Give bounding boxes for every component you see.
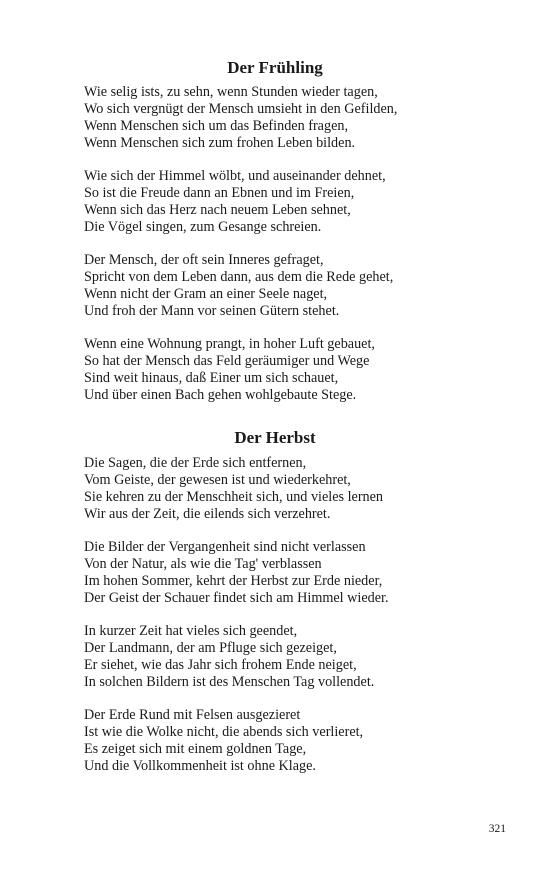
verse-line: Wenn eine Wohnung prangt, in hoher Luft gebauet, — [84, 336, 375, 352]
poem-title-der-herbst: Der Herbst — [234, 428, 316, 447]
verse-line: Die Vögel singen, zum Gesange schreien. — [84, 219, 322, 235]
verse-line: In solchen Bildern ist des Menschen Tag vollendet. — [84, 674, 375, 690]
verse-line: Und die Vollkommenheit ist ohne Klage. — [84, 758, 316, 774]
verse-line: Der Mensch, der oft sein Inneres gefraget, — [84, 252, 324, 268]
verse-line: Wo sich vergnügt der Mensch umsieht in den Gefilden, — [84, 101, 398, 117]
verse-line: So hat der Mensch das Feld geräumiger und Wege — [84, 353, 370, 369]
verse-line: In kurzer Zeit hat vieles sich geendet, — [84, 623, 298, 639]
verse-line: Wie sich der Himmel wölbt, und auseinander dehnet, — [84, 168, 386, 184]
verse-line: Im hohen Sommer, kehrt der Herbst zur Erde nieder, — [84, 573, 383, 589]
stanza — [84, 336, 514, 404]
verse-line: Der Landmann, der am Pfluge sich gezeiget, — [84, 640, 337, 656]
verse-line: Wenn nicht der Gram an einer Seele naget, — [84, 286, 328, 302]
page-number: 321 — [488, 823, 506, 835]
verse-line: Es zeiget sich mit einem goldnen Tage, — [84, 741, 307, 757]
stanza — [84, 539, 514, 607]
verse-line: Spricht von dem Leben dann, aus dem die Rede gehet, — [84, 269, 394, 285]
verse-line: Er siehet, wie das Jahr sich frohem Ende neiget, — [84, 657, 357, 673]
stanza — [84, 707, 514, 775]
verse-line: Die Sagen, die der Erde sich entfernen, — [84, 455, 307, 471]
stanza — [84, 84, 514, 152]
verse-line: Vom Geiste, der gewesen ist und wiederkehret, — [84, 472, 351, 488]
verse-line: Wenn sich das Herz nach neuem Leben sehnet, — [84, 202, 351, 218]
stanza — [84, 455, 514, 523]
poem-title-der-fruehling: Der Frühling — [227, 58, 323, 77]
verse-line: Wenn Menschen sich um das Befinden fragen, — [84, 118, 349, 134]
stanza — [84, 252, 514, 320]
verse-line: Der Geist der Schauer findet sich am Himmel wieder. — [84, 590, 389, 606]
verse-line: Wie selig ists, zu sehn, wenn Stunden wieder tagen, — [84, 84, 378, 100]
verse-line: Sind weit hinaus, daß Einer um sich schauet, — [84, 370, 339, 386]
verse-line: Und froh der Mann vor seinen Gütern stehet. — [84, 303, 340, 319]
verse-line: Sie kehren zu der Menschheit sich, und vieles lernen — [84, 489, 384, 505]
stanza — [84, 623, 514, 691]
verse-line: Und über einen Bach gehen wohlgebaute Stege. — [84, 387, 357, 403]
verse-line: So ist die Freude dann an Ebnen und im Freien, — [84, 185, 355, 201]
stanza — [84, 168, 514, 236]
verse-line: Von der Natur, als wie die Tag' verblassen — [84, 556, 322, 572]
verse-line: Wir aus der Zeit, die eilends sich verzehret. — [84, 506, 331, 522]
verse-line: Ist wie die Wolke nicht, die abends sich verlieret, — [84, 724, 364, 740]
verse-line: Der Erde Rund mit Felsen ausgezieret — [84, 707, 301, 723]
verse-line: Die Bilder der Vergangenheit sind nicht verlassen — [84, 539, 366, 555]
verse-line: Wenn Menschen sich zum frohen Leben bilden. — [84, 135, 356, 151]
